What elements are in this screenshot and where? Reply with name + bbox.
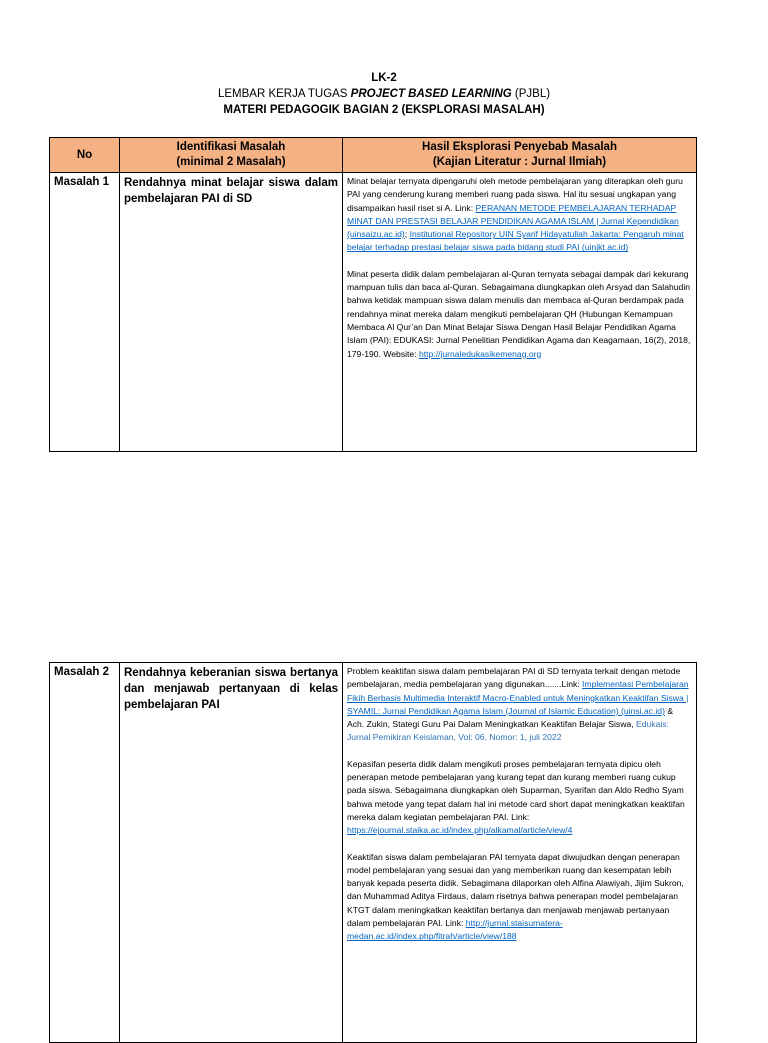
doc-subtitle: MATERI PEDAGOGIK BAGIAN 2 (EKSPLORASI MASALAH) xyxy=(223,104,545,116)
worksheet-table-1 xyxy=(49,137,697,452)
table-row xyxy=(50,173,697,452)
result-paragraph: Kepasifan peserta didik dalam mengikuti proses pembelajaran ternyata dipicu oleh penerapan metode pembelajaran yang kurang tepat dan kurang memberi ruang cukup pada siswa. Sebagaimana diungkapkan oleh Suparman, Syarifan dan Aldo Redho Syam bahwa metode yang tepat dalam hal ini metode card short dapat meningkatkan keaktifan mereka dalam kegiatan pembelajaran PAI. Link: https://ejournal.staika.ac.id/index.php/alkamal/article/view/4 xyxy=(347,758,685,836)
result-paragraph: Minat belajar ternyata dipengaruhi oleh metode pembelajaran yang diterapkan oleh guru PAI yang cenderung kurang memberi ruang pada siswa. Hal itu sesuai ungkapan yang disampaikan hasil riset si A. Link: PERANAN METODE PEMBELAJARAN TERHADAP MINAT DAN PRESTASI BELAJAR PENDIDIKAN AGAMA ISLAM | Jurnal Kependidikan (uinsaizu.ac.id); Institutional Repository UIN Syarif Hidayatullah Jakarta: Pengaruh minat belajar terhadap prestasi belajar siswa pada bidang studi PAI (uinjkt.ac.id) xyxy=(347,176,684,253)
reference-link[interactable]: PERANAN METODE PEMBELAJARAN TERHADAP MINAT DAN PRESTASI BELAJAR PENDIDIKAN AGAMA ISLAM | Jurnal Kependidikan (uinsaizu.ac.id) xyxy=(347,202,679,240)
reference-link[interactable]: Institutional Repository UIN Syarif Hidayatullah Jakarta: Pengaruh minat belajar terhadap prestasi belajar siswa pada bidang studi PAI (uinjkt.ac.id) xyxy=(347,229,684,253)
header-hasil: Hasil Eksplorasi Penyebab Masalah (Kajian Literatur : Jurnal Ilmiah) xyxy=(343,138,697,173)
result-paragraph: Minat peserta didik dalam pembelajaran al-Quran ternyata sebagai dampak dari kekurang mampuan tulis dan baca al-Quran. Sebagaimana diungkapkan oleh Arsyad dan Salahudin bahwa ketidak mampuan siswa dalam menulis dan membaca al-Quran berdampak pada rendahnya minat mereka dalam mengikuti pembelajaran QH (Hubungan Kemampuan Membaca Al Qur’an Dan Minat Belajar Siswa Dengan Hasil Belajar Pendidikan Agama Islam (PAI): EDUKASI: Jurnal Penelitian Pendidikan Agama dan Keagamaan, 16(2), 2018, 179-190. Website: http://jurnaledukasikemenag.org xyxy=(347,268,691,359)
doc-code: LK-2 xyxy=(371,72,397,84)
table-header-row xyxy=(50,138,697,173)
doc-title: LEMBAR KERJA TUGAS PROJECT BASED LEARNING (PJBL) xyxy=(217,88,551,100)
problem-identification: Rendahnya keberanian siswa bertanya dan menjawab pertanyaan di kelas pembelajaran PAI xyxy=(120,663,343,1043)
row-number: Masalah 1 xyxy=(50,173,120,452)
header-no: No xyxy=(50,138,120,173)
exploration-result xyxy=(343,663,697,1043)
reference-link[interactable]: Implementasi Pembelajaran Fikih Berbasis Multimedia Interaktif Macro-Enabled untuk Meningkatkan Keaktifan Siswa | SYAMIL: Jurnal Pendidikan Agama Islam (Journal of Islamic Education) (uinsi.ac.id) xyxy=(347,679,689,716)
document-header xyxy=(0,70,768,118)
result-paragraph: Problem keaktifan siswa dalam pembelajaran PAI di SD ternyata terkait dengan metode pembelajaran, media pembelajaran yang digunakan.......Link: Implementasi Pembelajaran Fikih Berbasis Multimedia Interaktif Macro-Enabled untuk Meningkatkan Keaktifan Siswa | SYAMIL: Jurnal Pendidikan Agama Islam (Journal of Islamic Education) (uinsi.ac.id) & Ach. Zukin, Stategi Guru Pai Dalam Meningkatkan Keaktifan Belajar Siswa, Edukais: Jurnal Pemikiran Keislaman, Vol: 06, Nomor: 1, juli 2022 xyxy=(347,666,689,743)
result-paragraph: Keaktifan siswa dalam pembelajaran PAI ternyata dapat diwujudkan dengan penerapan model pembelajaran yang sesuai dan yang memberikan ruang dan kesempatan lebih banyak kepada peserta didik. Sebagimana dilaporkan oleh Alfina Alawiyah, Jijim Sukron, dan Muhammad Aditya Firdaus, dalam risetnya bahwa penerapan model pembelajaran KTGT dalam meningkatkan keaktifan bertanya dan menjawab menjawab pertanyaan dalam pembelajaran PAI. Link: http://jurnal.staisumatera-medan.ac.id/index.php/fitrah/article/view/188 xyxy=(347,851,684,942)
header-identifikasi: Identifikasi Masalah (minimal 2 Masalah) xyxy=(120,138,343,173)
row-number: Masalah 2 xyxy=(50,663,120,1043)
reference-link[interactable]: http://jurnaledukasikemenag.org xyxy=(418,348,542,359)
reference-link[interactable]: http://jurnal.staisumatera-medan.ac.id/index.php/fitrah/article/view/188 xyxy=(347,918,563,942)
exploration-result xyxy=(343,173,697,452)
journal-citation: Edukais: Jurnal Pemikiran Keislaman, Vol: 06, Nomor: 1, juli 2022 xyxy=(347,719,669,743)
reference-link[interactable]: https://ejournal.staika.ac.id/index.php/alkamal/article/view/4 xyxy=(347,825,573,836)
table-row xyxy=(50,663,697,1043)
worksheet-table-2 xyxy=(49,662,697,1043)
problem-identification: Rendahnya minat belajar siswa dalam pembelajaran PAI di SD xyxy=(120,173,343,452)
